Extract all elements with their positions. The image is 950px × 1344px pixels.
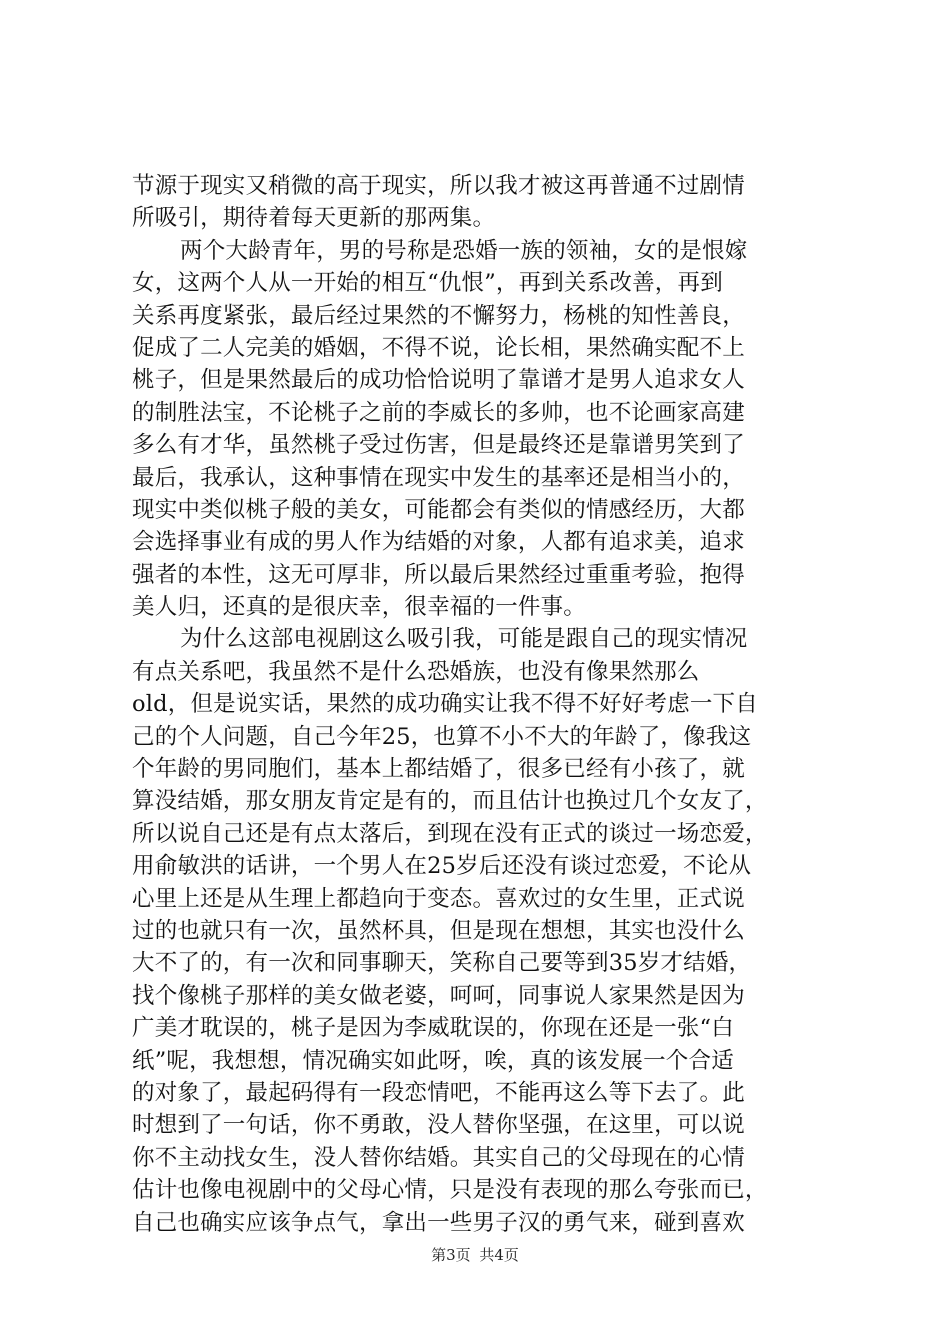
paragraph [132,623,832,1238]
text-line: 两个大龄青年，男的号称是恐婚一族的领袖，女的是恨嫁 [180,237,748,264]
text-line: 的制胜法宝，不论桃子之前的李威长的多帅，也不论画家高建 [132,399,745,426]
page-number: 第3页 [431,1246,471,1264]
text-line: 己的个人问题，自己今年25，也算不小不大的年龄了，像我这 [132,723,752,750]
text-line: 你不主动找女生，没人替你结婚。其实自己的父母现在的心情 [132,1144,745,1171]
text-line: 美人归，还真的是很庆幸，很幸福的一件事。 [132,594,587,621]
text-line: 过的也就只有一次，虽然杯具，但是现在想想，其实也没什么 [132,917,745,944]
page-total: 共4页 [479,1246,519,1264]
text-line: 心里上还是从生理上都趋向于变态。喜欢过的女生里，正式说 [132,885,745,912]
text-line: 会选择事业有成的男人作为结婚的对象，人都有追求美，追求 [132,529,745,556]
text-line: 关系再度紧张，最后经过果然的不懈努力，杨桃的知性善良， [132,302,745,329]
text-line: old，但是说实话，果然的成功确实让我不得不好好考虑一下自 [132,691,758,718]
text-line: 纸”呢，我想想，情况确实如此呀，唉，真的该发展一个合适 [132,1047,734,1074]
text-line: 找个像桃子那样的美女做老婆，呵呵，同事说人家果然是因为 [132,982,745,1009]
text-line: 用俞敏洪的话讲，一个男人在25岁后还没有谈过恋爱，不论从 [132,853,752,880]
text-line: 现实中类似桃子般的美女，可能都会有类似的情感经历，大都 [132,496,745,523]
text-line: 所吸引，期待着每天更新的那两集。 [132,205,496,232]
text-line: 有点关系吧，我虽然不是什么恐婚族，也没有像果然那么 [132,658,700,685]
text-line: 促成了二人完美的婚姻，不得不说，论长相，果然确实配不上 [132,334,745,361]
text-line: 算没结婚，那女朋友肯定是有的，而且估计也换过几个女友了， [132,788,768,815]
text-line: 广美才耽误的，桃子是因为李威耽误的，你现在还是一张“白 [132,1015,734,1042]
text-line: 个年龄的男同胞们，基本上都结婚了，很多已经有小孩了，就 [132,756,745,783]
paragraph [132,170,832,235]
body-text [132,170,832,1239]
text-line: 时想到了一句话，你不勇敢，没人替你坚强，在这里，可以说 [132,1112,745,1139]
text-line: 强者的本性，这无可厚非，所以最后果然经过重重考验，抱得 [132,561,745,588]
text-line: 多么有才华，虽然桃子受过伤害，但是最终还是靠谱男笑到了 [132,432,745,459]
text-line: 所以说自己还是有点太落后，到现在没有正式的谈过一场恋爱， [132,820,768,847]
page-footer [0,1244,950,1265]
paragraph [132,235,832,624]
text-line: 为什么这部电视剧这么吸引我，可能是跟自己的现实情况 [180,626,748,653]
text-line: 大不了的，有一次和同事聊天，笑称自己要等到35岁才结婚， [132,950,752,977]
text-line: 自己也确实应该争点气，拿出一些男子汉的勇气来，碰到喜欢 [132,1209,745,1236]
text-line: 女，这两个人从一开始的相互“仇恨”，再到关系改善，再到 [132,270,723,297]
text-line: 节源于现实又稍微的高于现实，所以我才被这再普通不过剧情 [132,173,745,199]
text-line: 估计也像电视剧中的父母心情，只是没有表现的那么夸张而已， [132,1177,768,1204]
text-line: 桃子，但是果然最后的成功恰恰说明了靠谱才是男人追求女人 [132,367,745,394]
text-line: 的对象了，最起码得有一段恋情吧，不能再这么等下去了。此 [132,1079,745,1106]
text-line: 最后，我承认，这种事情在现实中发生的基率还是相当小的， [132,464,745,491]
